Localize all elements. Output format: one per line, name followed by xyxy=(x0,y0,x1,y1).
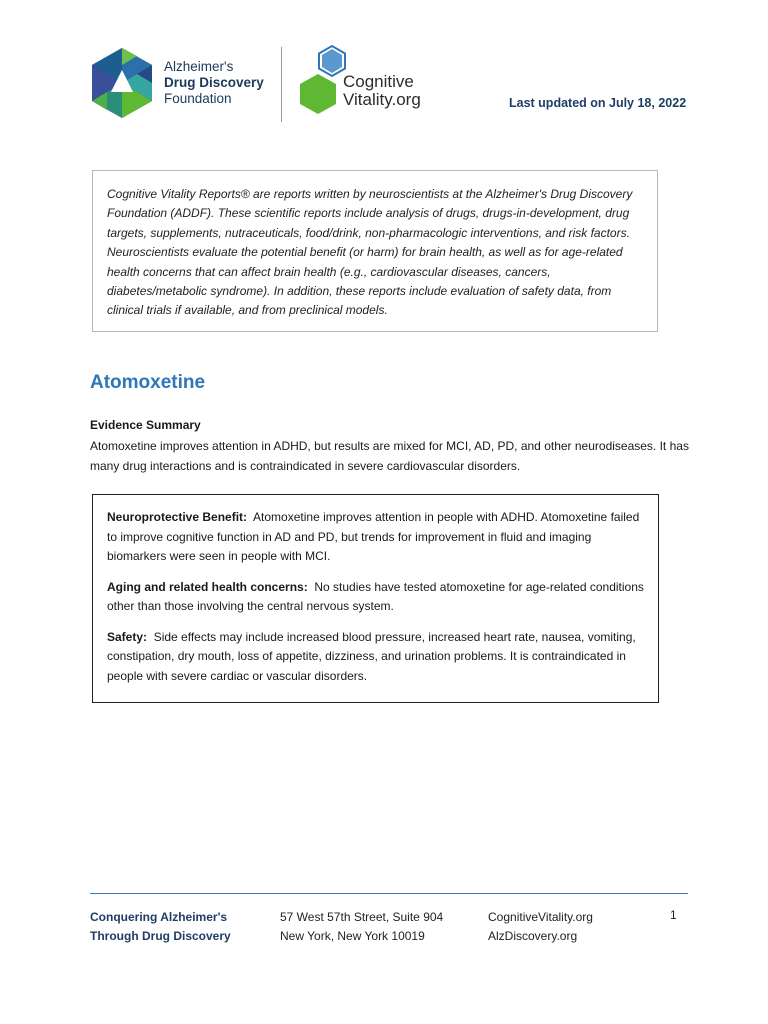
key-findings-box xyxy=(92,494,659,703)
page-title: Atomoxetine xyxy=(90,372,206,393)
safety-paragraph xyxy=(107,628,644,687)
footer-link-alzdiscovery[interactable]: AlzDiscovery.org xyxy=(488,929,578,943)
addf-name-line2: Drug Discovery xyxy=(164,75,264,90)
footer-tagline-line1: Conquering Alzheimer's xyxy=(90,910,228,924)
evidence-summary-heading: Evidence Summary xyxy=(90,418,201,432)
aging-concerns-paragraph xyxy=(107,578,644,617)
addf-logo-icon xyxy=(88,46,156,120)
safety-label: Safety: xyxy=(107,629,148,644)
last-updated-date: Last updated on July 18, 2022 xyxy=(509,96,687,110)
footer-tagline xyxy=(90,908,231,946)
cognitive-vitality-logo-icon xyxy=(296,44,348,114)
neuroprotective-benefit-text: Atomoxetine improves attention in people with ADHD. Atomoxetine failed to improve cognitive function in AD and PD, but trends for improvement in fluid and imaging biomarkers were seen in people with MCI. xyxy=(107,510,640,563)
intro-box xyxy=(92,170,658,332)
footer-link-cognitivevitality[interactable]: CognitiveVitality.org xyxy=(488,910,593,924)
neuroprotective-benefit-label: Neuroprotective Benefit: xyxy=(107,510,248,524)
cv-name-line1: Cognitive xyxy=(343,72,414,91)
intro-text: Cognitive Vitality Reports® are reports written by neuroscientists at the Alzheimer's Drug Discovery Foundation (ADDF). These scientific reports include analysis of drugs, drugs-in-development, drug targets, supplements, nutraceuticals, food/drink, non-pharmacologic interventions, and risk factors. Neuroscientists evaluate the potential benefit (or harm) for brain health, as well as for age-related health concerns that can affect brain health (e.g., cardiovascular diseases, cancers, diabetes/metabolic syndrome). In addition, these reports include evaluation of safety data, from clinical trials if available, and from preclinical models. xyxy=(107,187,633,318)
addf-logo-text xyxy=(164,59,264,107)
safety-text: Side effects may include increased blood pressure, increased heart rate, nausea, vomiting, constipation, dry mouth, loss of appetite, dizziness, and urination problems. It is contraindicated in people with severe cardiac or vascular disorders. xyxy=(107,629,636,683)
footer-address-line1: 57 West 57th Street, Suite 904 xyxy=(280,910,444,924)
footer-address-line2: New York, New York 10019 xyxy=(280,929,425,943)
footer-tagline-line2: Through Drug Discovery xyxy=(90,929,231,943)
aging-concerns-label: Aging and related health concerns: xyxy=(107,579,308,594)
footer-divider xyxy=(90,893,688,894)
cognitive-vitality-logo-text xyxy=(343,73,421,109)
page-number: 1 xyxy=(670,908,677,922)
footer-websites xyxy=(488,908,593,946)
addf-name-line3: Foundation xyxy=(164,91,232,106)
aging-concerns-text: No studies have tested atomoxetine for age-related conditions other than those involving the central nervous system. xyxy=(107,579,644,613)
footer-address xyxy=(280,908,443,946)
addf-name-line1: Alzheimer's xyxy=(164,59,234,74)
cv-name-line2: Vitality.org xyxy=(343,90,421,109)
evidence-summary-text: Atomoxetine improves attention in ADHD, but results are mixed for MCI, AD, PD, and other neurodiseases. It has many drug interactions and is contraindicated in severe cardiovascular disorders. xyxy=(90,439,689,473)
header-divider xyxy=(281,47,282,122)
neuroprotective-benefit-paragraph xyxy=(107,508,644,567)
